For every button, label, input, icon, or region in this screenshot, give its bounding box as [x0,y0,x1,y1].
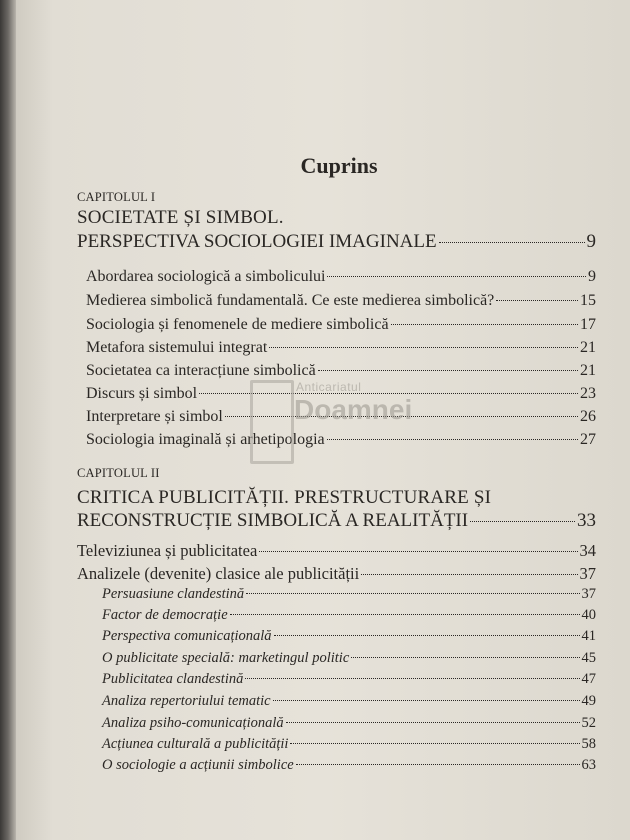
toc-entry-page: 9 [588,268,596,285]
leader-dots [439,242,585,243]
leader-dots [290,743,579,744]
leader-dots [470,521,575,522]
toc-entry-title: Societatea ca interacțiune simbolică [86,362,316,379]
chapter-1-label: CAPITOLUL I [77,190,156,204]
leader-dots [361,574,577,575]
leader-dots [286,722,580,723]
toc-subentry [102,607,596,624]
toc-entry-title: Abordarea sociologică a simbolicului [86,268,326,285]
leader-dots [259,551,577,552]
toc-subentry [102,671,596,688]
toc-subentry-title: Perspectiva comunicațională [102,628,272,644]
toc-entry [86,431,596,449]
leader-dots [296,764,580,765]
toc-subentry-page: 52 [581,715,596,731]
chapter-2-heading-line-1: CRITICA PUBLICITĂȚII. PRESTRUCTURARE ȘI [77,487,492,508]
toc-subentry-page: 58 [581,736,596,752]
watermark-small-text: Anticariatul [296,380,362,394]
toc-subentry-title: Publicitatea clandestină [102,671,244,687]
toc-entry [86,292,596,310]
watermark-book-icon [250,380,294,464]
toc-entry [86,362,596,380]
toc-entry-page: 27 [580,431,596,448]
book-spine [0,0,16,840]
toc-subentry [102,736,596,753]
leader-dots [245,678,579,679]
toc-subentry-title: Factor de democrație [102,607,228,623]
leader-dots [274,635,580,636]
leader-dots [318,370,578,371]
toc-subentry-page: 47 [581,671,596,687]
toc-subentry-title: Analiza psiho-comunicațională [102,715,284,731]
toc-entry-title: Analizele (devenite) clasice ale publicității [77,564,360,583]
toc-entry-page: 15 [580,292,596,309]
toc-entry-title: Metafora sistemului integrat [86,339,268,356]
chapter-2-heading-row [77,510,596,532]
toc-subentry [102,650,596,667]
leader-dots [496,300,578,301]
toc-entry [77,564,596,584]
leader-dots [269,347,578,348]
toc-subentry-page: 49 [581,693,596,709]
toc-subentry [102,693,596,710]
chapter-1-heading-row [77,231,596,253]
toc-entry-page: 37 [579,564,596,583]
toc-entry-page: 26 [580,408,596,425]
toc-entry-title: Interpretare și simbol [86,408,223,425]
chapter-1-heading-line-2: PERSPECTIVA SOCIOLOGIEI IMAGINALE [77,231,437,252]
toc-subentry-title: Analiza repertoriului tematic [102,693,271,709]
chapter-2-page: 33 [577,510,596,531]
leader-dots [273,700,580,701]
leader-dots [327,276,586,277]
toc-entry-page: 23 [580,385,596,402]
leader-dots [391,324,578,325]
toc-subentry-title: Persuasiune clandestină [102,586,245,602]
toc-subentry [102,586,596,603]
page-title: Cuprins [300,153,378,178]
toc-entry-title: Sociologia și fenomenele de mediere simbolică [86,316,389,333]
toc-entry [86,268,596,286]
toc-entry-page: 21 [580,362,596,379]
watermark-big-text: Doamnei [294,394,413,425]
toc-subentry [102,715,596,732]
toc-subentry [102,757,596,774]
toc-subentry-page: 45 [581,650,596,666]
toc-subentry-page: 41 [581,628,596,644]
toc-entry-title: Medierea simbolică fundamentală. Ce este medierea simbolică? [86,292,495,309]
book-page [16,0,630,840]
toc-subentry-page: 37 [581,586,596,602]
toc-subentry [102,628,596,645]
toc-entry-title: Televiziunea și publicitatea [77,541,258,560]
chapter-1-page: 9 [586,231,596,252]
chapter-2-heading-line-2: RECONSTRUCȚIE SIMBOLICĂ A REALITĂȚII [77,510,469,531]
chapter-2-label: CAPITOLUL II [77,466,160,480]
toc-subentry-page: 63 [581,757,596,773]
chapter-1-heading-line-1: SOCIETATE ȘI SIMBOL. [77,207,284,228]
toc-entry-page: 17 [580,316,596,333]
leader-dots [246,593,579,594]
toc-entry-page: 34 [579,541,596,560]
toc-entry-title: Sociologia imaginală și arhetipologia [86,431,325,448]
toc-entry-title: Discurs și simbol [86,385,198,402]
toc-subentry-title: Acțiunea culturală a publicității [102,736,289,752]
leader-dots [327,439,578,440]
toc-entry [77,541,596,561]
toc-subentry-title: O sociologie a acțiunii simbolice [102,757,294,773]
toc-subentry-page: 40 [581,607,596,623]
leader-dots [230,614,580,615]
leader-dots [351,657,579,658]
toc-entry [86,316,596,334]
toc-entry [86,339,596,357]
toc-entry-page: 21 [580,339,596,356]
toc-subentry-title: O publicitate specială: marketingul politic [102,650,350,666]
